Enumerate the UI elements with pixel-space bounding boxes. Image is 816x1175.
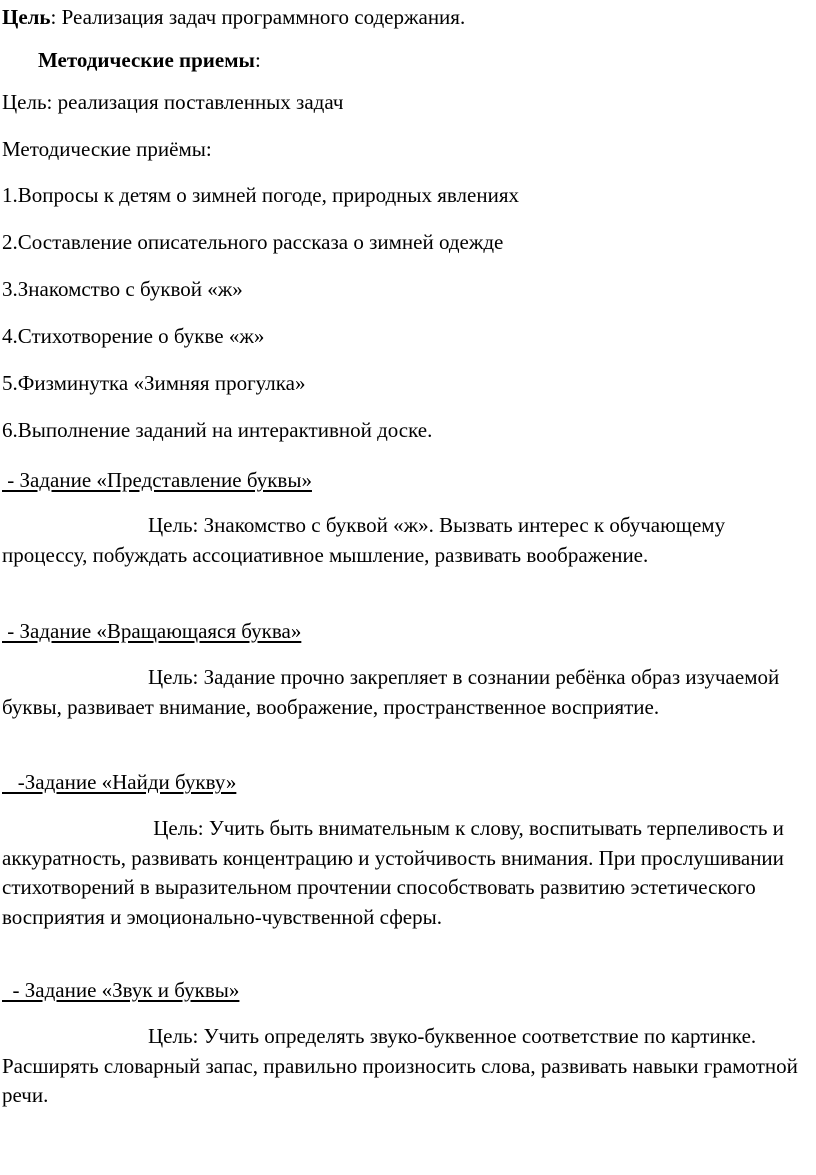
methods-heading-label: Методические приемы: [38, 48, 255, 72]
methods-secondary: Методические приёмы:: [2, 137, 212, 161]
task-title: -Задание «Найди букву»: [2, 770, 237, 794]
goal-text: Реализация задач программного содержания.: [56, 5, 466, 29]
goal-separator: :: [50, 5, 57, 29]
list-item: 2.Составление описательного рассказа о зимней одежде: [2, 230, 504, 254]
goal-line: [2, 2, 465, 32]
goal-label: Цель: [2, 5, 51, 29]
list-item: 5.Физминутка «Зимняя прогулка»: [2, 371, 306, 395]
task-title: - Задание «Представление буквы»: [2, 468, 312, 492]
methods-heading-separator: :: [254, 48, 261, 72]
task-title: - Задание «Звук и буквы»: [2, 978, 240, 1002]
task-goal: Цель: Учить быть внимательным к слову, воспитывать терпеливость и аккуратность, развивать концентрацию и устойчивость внимания. При прослушивании стихотворений в выразительном прочтении способствовать развитию эстетического восприятия и эмоционально-чувственной сферы.: [2, 816, 790, 929]
list-item: 6.Выполнение заданий на интерактивной доске.: [2, 418, 433, 442]
goal-secondary: Цель: реализация поставленных задач: [2, 90, 344, 114]
task-goal: Цель: Учить определять звуко-буквенное соответствие по картинке. Расширять словарный запас, правильно произносить слова, развивать навыки грамотной речи.: [2, 1024, 798, 1107]
methods-heading: [38, 45, 261, 75]
task-goal: Цель: Знакомство с буквой «ж». Вызвать интерес к обучающему процессу, побуждать ассоциативное мышление, развивать воображение.: [2, 513, 726, 567]
list-item: 4.Стихотворение о букве «ж»: [2, 324, 265, 348]
list-item: 3.Знакомство с буквой «ж»: [2, 277, 243, 301]
task-title: - Задание «Вращающаяся буква»: [2, 619, 302, 643]
task-goal: Цель: Задание прочно закрепляет в сознании ребёнка образ изучаемой буквы, развивает внимание, воображение, пространственное восприятие.: [2, 665, 780, 719]
list-item: 1.Вопросы к детям о зимней погоде, природных явлениях: [2, 183, 519, 207]
